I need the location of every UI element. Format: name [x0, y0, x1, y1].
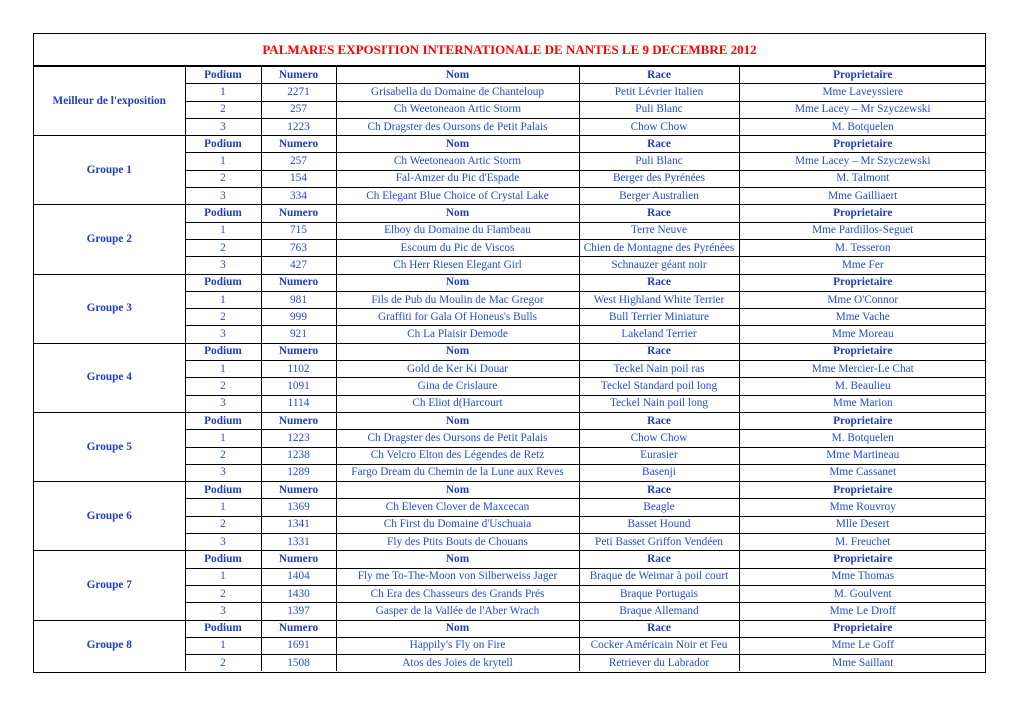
cell-proprietaire: Mme Le Droff	[739, 603, 986, 620]
table-header-row	[34, 274, 986, 291]
column-header-numero: Numero	[261, 136, 336, 153]
cell-proprietaire: M. Freuchet	[739, 534, 986, 551]
cell-podium: 1	[185, 361, 261, 378]
cell-nom: Ch First du Domaine d'Uschuaia	[336, 516, 579, 533]
cell-race: Chien de Montagne des Pyrénées	[579, 239, 739, 256]
group-label: Groupe 7	[34, 551, 185, 620]
column-header-numero: Numero	[261, 551, 336, 568]
cell-nom: Ch Elegant Blue Choice of Crystal Lake	[336, 188, 579, 205]
results-table	[34, 66, 986, 671]
cell-numero: 1341	[261, 516, 336, 533]
column-header-podium: Podium	[185, 205, 261, 222]
cell-nom: Ch Velcro Elton des Légendes de Retz	[336, 447, 579, 464]
cell-podium: 3	[185, 188, 261, 205]
cell-race: Beagle	[579, 499, 739, 516]
cell-nom: Gold de Ker Ki Douar	[336, 361, 579, 378]
column-header-numero: Numero	[261, 343, 336, 360]
cell-nom: Gasper de la Vallée de l'Aber Wrach	[336, 603, 579, 620]
column-header-nom: Nom	[336, 274, 579, 291]
cell-nom: Happily's Fly on Fire	[336, 637, 579, 654]
cell-numero: 1404	[261, 568, 336, 585]
cell-race: Puli Blanc	[579, 101, 739, 118]
cell-proprietaire: M. Botquelen	[739, 118, 986, 135]
cell-podium: 3	[185, 326, 261, 343]
cell-race: Teckel Nain poil ras	[579, 361, 739, 378]
results-sheet	[33, 33, 986, 673]
cell-podium: 2	[185, 585, 261, 602]
cell-nom: Fargo Dream du Chemin de la Lune aux Reves	[336, 464, 579, 481]
cell-numero: 921	[261, 326, 336, 343]
cell-proprietaire: Mme Cassanet	[739, 464, 986, 481]
column-header-numero: Numero	[261, 620, 336, 637]
cell-numero: 981	[261, 291, 336, 308]
cell-nom: Fly me To-The-Moon von Silberweiss Jager	[336, 568, 579, 585]
column-header-proprietaire: Proprietaire	[739, 136, 986, 153]
column-header-proprietaire: Proprietaire	[739, 67, 986, 84]
cell-nom: Gina de Crislaure	[336, 378, 579, 395]
column-header-proprietaire: Proprietaire	[739, 343, 986, 360]
column-header-numero: Numero	[261, 482, 336, 499]
cell-race: Retriever du Labrador	[579, 655, 739, 672]
cell-podium: 2	[185, 516, 261, 533]
group-label: Groupe 3	[34, 274, 185, 343]
cell-podium: 2	[185, 101, 261, 118]
column-header-numero: Numero	[261, 412, 336, 429]
column-header-podium: Podium	[185, 620, 261, 637]
cell-podium: 3	[185, 534, 261, 551]
column-header-race: Race	[579, 551, 739, 568]
group-label: Groupe 2	[34, 205, 185, 274]
cell-proprietaire: M. Goulvent	[739, 585, 986, 602]
cell-numero: 334	[261, 188, 336, 205]
column-header-podium: Podium	[185, 412, 261, 429]
table-header-row	[34, 551, 986, 568]
cell-race: Lakeland Terrier	[579, 326, 739, 343]
cell-podium: 2	[185, 655, 261, 672]
cell-race: Chow Chow	[579, 430, 739, 447]
cell-numero: 1397	[261, 603, 336, 620]
cell-race: Braque Allemand	[579, 603, 739, 620]
cell-nom: Escoum du Pic de Viscos	[336, 239, 579, 256]
cell-numero: 1289	[261, 464, 336, 481]
cell-race: West Highland White Terrier	[579, 291, 739, 308]
cell-proprietaire: Mme Rouvroy	[739, 499, 986, 516]
cell-race: Peti Basset Griffon Vendéen	[579, 534, 739, 551]
cell-podium: 3	[185, 118, 261, 135]
cell-race: Eurasier	[579, 447, 739, 464]
cell-podium: 1	[185, 499, 261, 516]
cell-nom: Grisabella du Domaine de Chanteloup	[336, 84, 579, 101]
cell-numero: 1091	[261, 378, 336, 395]
cell-proprietaire: Mme Martineau	[739, 447, 986, 464]
cell-race: Bull Terrier Miniature	[579, 309, 739, 326]
cell-race: Puli Blanc	[579, 153, 739, 170]
table-header-row	[34, 482, 986, 499]
cell-proprietaire: Mme Pardillos-Seguet	[739, 222, 986, 239]
cell-proprietaire: Mme Vache	[739, 309, 986, 326]
cell-podium: 2	[185, 239, 261, 256]
cell-podium: 3	[185, 603, 261, 620]
column-header-nom: Nom	[336, 482, 579, 499]
table-header-row	[34, 136, 986, 153]
cell-nom: Elboy du Domaine du Flambeau	[336, 222, 579, 239]
cell-race: Teckel Nain poil long	[579, 395, 739, 412]
cell-proprietaire: Mme Thomas	[739, 568, 986, 585]
column-header-podium: Podium	[185, 274, 261, 291]
cell-race: Braque Portugais	[579, 585, 739, 602]
cell-nom: Ch La Plaisir Demode	[336, 326, 579, 343]
group-label: Groupe 8	[34, 620, 185, 671]
cell-podium: 2	[185, 378, 261, 395]
cell-numero: 427	[261, 257, 336, 274]
cell-race: Basset Hound	[579, 516, 739, 533]
cell-podium: 1	[185, 637, 261, 654]
cell-race: Petit Lévrier Italien	[579, 84, 739, 101]
cell-numero: 763	[261, 239, 336, 256]
cell-numero: 154	[261, 170, 336, 187]
cell-nom: Ch Weetoneaon Artic Storm	[336, 153, 579, 170]
cell-proprietaire: Mme Laveyssiere	[739, 84, 986, 101]
cell-nom: Fils de Pub du Moulin de Mac Gregor	[336, 291, 579, 308]
cell-numero: 1430	[261, 585, 336, 602]
column-header-race: Race	[579, 412, 739, 429]
column-header-numero: Numero	[261, 67, 336, 84]
cell-podium: 3	[185, 464, 261, 481]
column-header-race: Race	[579, 343, 739, 360]
cell-podium: 3	[185, 257, 261, 274]
cell-nom: Ch Dragster des Oursons de Petit Palais	[336, 430, 579, 447]
cell-proprietaire: Mme Mercier-Le Chat	[739, 361, 986, 378]
cell-nom: Ch Weetoneaon Artic Storm	[336, 101, 579, 118]
cell-numero: 1238	[261, 447, 336, 464]
column-header-race: Race	[579, 482, 739, 499]
column-header-proprietaire: Proprietaire	[739, 482, 986, 499]
column-header-proprietaire: Proprietaire	[739, 620, 986, 637]
table-header-row	[34, 620, 986, 637]
cell-proprietaire: Mlle Desert	[739, 516, 986, 533]
cell-proprietaire: Mme Fer	[739, 257, 986, 274]
cell-podium: 1	[185, 84, 261, 101]
cell-podium: 2	[185, 309, 261, 326]
cell-numero: 2271	[261, 84, 336, 101]
cell-numero: 1223	[261, 118, 336, 135]
cell-race: Teckel Standard poil long	[579, 378, 739, 395]
column-header-nom: Nom	[336, 136, 579, 153]
cell-numero: 1508	[261, 655, 336, 672]
cell-podium: 2	[185, 170, 261, 187]
cell-numero: 1691	[261, 637, 336, 654]
cell-proprietaire: Mme Lacey – Mr Szyczewski	[739, 153, 986, 170]
cell-nom: Ch Eleven Clover de Maxcecan	[336, 499, 579, 516]
cell-proprietaire: Mme Moreau	[739, 326, 986, 343]
column-header-numero: Numero	[261, 274, 336, 291]
cell-proprietaire: Mme Le Goff	[739, 637, 986, 654]
cell-nom: Fly des Ptits Bouts de Chouans	[336, 534, 579, 551]
cell-proprietaire: Mme Gailliaert	[739, 188, 986, 205]
cell-race: Braque de Weimar à poil court	[579, 568, 739, 585]
column-header-proprietaire: Proprietaire	[739, 274, 986, 291]
cell-numero: 1331	[261, 534, 336, 551]
cell-proprietaire: M. Botquelen	[739, 430, 986, 447]
group-label: Groupe 5	[34, 412, 185, 481]
cell-proprietaire: M. Talmont	[739, 170, 986, 187]
cell-numero: 1369	[261, 499, 336, 516]
cell-nom: Atos des Joies de krytell	[336, 655, 579, 672]
cell-numero: 257	[261, 101, 336, 118]
cell-proprietaire: Mme Saillant	[739, 655, 986, 672]
column-header-nom: Nom	[336, 67, 579, 84]
column-header-nom: Nom	[336, 343, 579, 360]
cell-podium: 2	[185, 447, 261, 464]
cell-race: Schnauzer géant noir	[579, 257, 739, 274]
cell-numero: 1223	[261, 430, 336, 447]
cell-podium: 1	[185, 153, 261, 170]
column-header-podium: Podium	[185, 343, 261, 360]
column-header-proprietaire: Proprietaire	[739, 412, 986, 429]
cell-numero: 1114	[261, 395, 336, 412]
table-header-row	[34, 343, 986, 360]
cell-nom: Ch Eliot d(Harcourt	[336, 395, 579, 412]
column-header-nom: Nom	[336, 620, 579, 637]
column-header-nom: Nom	[336, 551, 579, 568]
cell-numero: 999	[261, 309, 336, 326]
cell-proprietaire: Mme Lacey – Mr Szyczewski	[739, 101, 986, 118]
cell-podium: 1	[185, 291, 261, 308]
cell-nom: Ch Era des Chasseurs des Grands Prés	[336, 585, 579, 602]
column-header-proprietaire: Proprietaire	[739, 205, 986, 222]
group-label: Groupe 4	[34, 343, 185, 412]
table-header-row	[34, 67, 986, 84]
column-header-podium: Podium	[185, 136, 261, 153]
cell-proprietaire: Mme O'Connor	[739, 291, 986, 308]
column-header-nom: Nom	[336, 412, 579, 429]
cell-race: Berger Australien	[579, 188, 739, 205]
column-header-podium: Podium	[185, 551, 261, 568]
page-title: PALMARES EXPOSITION INTERNATIONALE DE NANTES LE 9 DECEMBRE 2012	[34, 34, 985, 66]
column-header-race: Race	[579, 620, 739, 637]
column-header-podium: Podium	[185, 67, 261, 84]
cell-race: Berger des Pyrénées	[579, 170, 739, 187]
column-header-podium: Podium	[185, 482, 261, 499]
group-label: Groupe 6	[34, 482, 185, 551]
group-label: Meilleur de l'exposition	[34, 67, 185, 136]
cell-nom: Graffiti for Gala Of Honeus's Bulls	[336, 309, 579, 326]
table-header-row	[34, 412, 986, 429]
cell-nom: Fal-Amzer du Pic d'Espade	[336, 170, 579, 187]
cell-race: Chow Chow	[579, 118, 739, 135]
cell-race: Basenji	[579, 464, 739, 481]
table-header-row	[34, 205, 986, 222]
cell-nom: Ch Herr Riesen Elegant Girl	[336, 257, 579, 274]
cell-proprietaire: M. Tesseron	[739, 239, 986, 256]
cell-proprietaire: Mme Marion	[739, 395, 986, 412]
cell-race: Cocker Américain Noir et Feu	[579, 637, 739, 654]
cell-podium: 1	[185, 568, 261, 585]
cell-numero: 257	[261, 153, 336, 170]
cell-proprietaire: M. Beaulieu	[739, 378, 986, 395]
group-label: Groupe 1	[34, 136, 185, 205]
column-header-proprietaire: Proprietaire	[739, 551, 986, 568]
column-header-nom: Nom	[336, 205, 579, 222]
cell-nom: Ch Dragster des Oursons de Petit Palais	[336, 118, 579, 135]
column-header-numero: Numero	[261, 205, 336, 222]
cell-podium: 1	[185, 222, 261, 239]
column-header-race: Race	[579, 274, 739, 291]
cell-numero: 1102	[261, 361, 336, 378]
cell-race: Terre Neuve	[579, 222, 739, 239]
cell-numero: 715	[261, 222, 336, 239]
column-header-race: Race	[579, 136, 739, 153]
cell-podium: 1	[185, 430, 261, 447]
column-header-race: Race	[579, 205, 739, 222]
column-header-race: Race	[579, 67, 739, 84]
cell-podium: 3	[185, 395, 261, 412]
